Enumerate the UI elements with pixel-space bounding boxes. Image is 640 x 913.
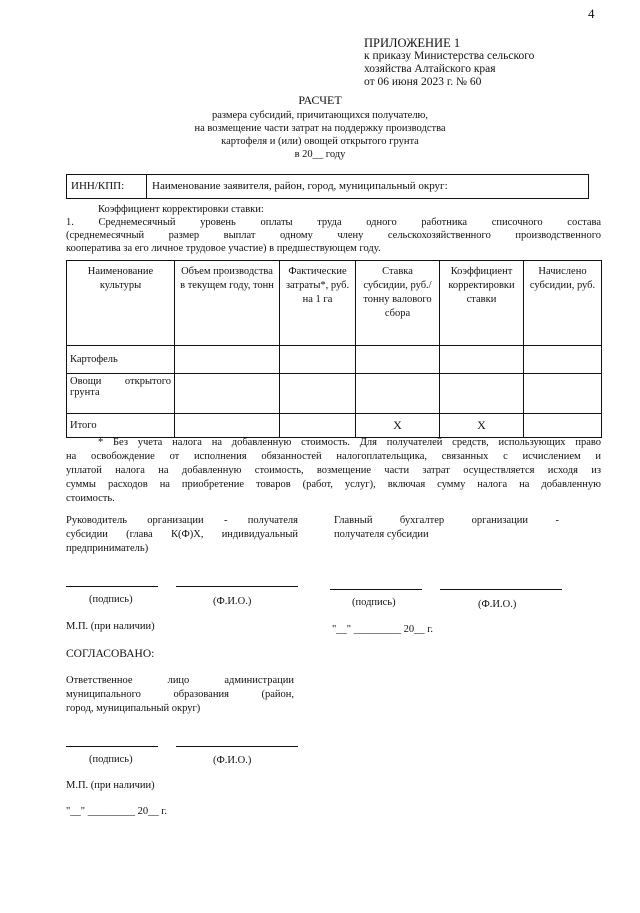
- table-cell: [280, 374, 356, 414]
- appendix-line: к приказу Министерства сельского: [364, 50, 535, 62]
- table-cell: [356, 346, 440, 374]
- table-cell: [175, 346, 280, 374]
- coefficient-item1-line: кооператива за его личное трудовое участие) в предшествующем году.: [66, 243, 381, 254]
- signature-line: [330, 589, 422, 590]
- document-subtitle: [0, 109, 640, 161]
- caption-line: муниципального образования (район,: [66, 689, 294, 700]
- inn-label: ИНН/КПП:: [67, 175, 147, 198]
- appendix-line: от 06 июня 2023 г. № 60: [364, 76, 482, 88]
- table-cell: Овощи открытого грунта: [67, 374, 175, 414]
- table-header: Наименование культуры: [67, 261, 175, 346]
- table-cell: [524, 374, 602, 414]
- subtitle-line: на возмещение части затрат на поддержку производства: [194, 123, 446, 134]
- footnote-line: стоимость.: [66, 493, 115, 504]
- table-header: Фактические затраты*, руб. на 1 га: [280, 261, 356, 346]
- document-title: РАСЧЕТ: [298, 93, 342, 107]
- appendix-title: ПРИЛОЖЕНИЕ 1: [364, 36, 461, 50]
- footnote-line: на освобождение от исполнения обязанностей налогоплательщика, связанных с исчислением и: [66, 451, 601, 462]
- fio-caption: (Ф.И.О.): [213, 596, 252, 607]
- table-cell: [175, 374, 280, 414]
- caption-line: предприниматель): [66, 543, 149, 554]
- caption-line: город, муниципальный округ): [66, 703, 201, 714]
- appendix-line: хозяйства Алтайского края: [364, 63, 496, 75]
- table-header: Ставка субсидии, руб./тонну валового сбора: [356, 261, 440, 346]
- stamp-label: М.П. (при наличии): [66, 621, 155, 632]
- table-cell: [524, 414, 602, 438]
- footnote-line: уплатой налога на добавленную стоимость, возмещение части затрат осуществляется исходя из: [66, 465, 601, 476]
- accountant-signature-caption: [334, 514, 559, 542]
- table-header: Коэффициент корректировки ставки: [440, 261, 524, 346]
- caption-line: Главный бухгалтер организации -: [334, 515, 559, 526]
- caption-line: субсидии (глава К(Ф)Х, индивидуальный: [66, 529, 298, 540]
- fio-caption: (Ф.И.О.): [478, 599, 517, 610]
- agreed-heading: СОГЛАСОВАНО:: [66, 648, 155, 660]
- coefficient-item1-line: 1. Среднемесячный уровень оплаты труда одного работника списочного состава: [66, 217, 601, 228]
- table-cell: [356, 374, 440, 414]
- table-cell: [280, 346, 356, 374]
- table-cell: Итого: [67, 414, 175, 438]
- signature-caption: (подпись): [352, 597, 396, 608]
- signature-line: [66, 746, 158, 747]
- subtitle-line: размера субсидий, причитающихся получателю,: [211, 110, 429, 121]
- date-field: "__" _________ 20__ г.: [332, 624, 433, 635]
- fio-line: [176, 746, 298, 747]
- applicant-name-field: Наименование заявителя, район, город, муниципальный округ:: [152, 180, 448, 192]
- subtitle-line: картофеля и (или) овощей открытого грунта: [221, 136, 419, 147]
- table-cell: [280, 414, 356, 438]
- inn-box: [66, 174, 589, 199]
- table-cell: [440, 346, 524, 374]
- subtitle-line: в 20__ году: [294, 149, 346, 160]
- table-cell: X: [356, 414, 440, 438]
- footnote-line: * Без учета налога на добавленную стоимость. Для получателей средств, использующих право: [98, 437, 601, 448]
- caption-line: Руководитель организации - получателя: [66, 515, 298, 526]
- footnote-line: суммы расходов на приобретение товаров (работ, услуг), включая сумму налога на добавленную: [66, 479, 601, 490]
- official-signature-caption: [66, 674, 294, 716]
- appendix-header: [364, 37, 604, 89]
- table-header: Объем производства в текущем году, тонн: [175, 261, 280, 346]
- signature-caption: (подпись): [89, 754, 133, 765]
- signature-caption: (подпись): [89, 594, 133, 605]
- table-cell: X: [440, 414, 524, 438]
- fio-caption: (Ф.И.О.): [213, 755, 252, 766]
- table-row: [67, 346, 602, 374]
- table-cell: [175, 414, 280, 438]
- table-header: Начислено субсидии, руб.: [524, 261, 602, 346]
- caption-line: Ответственное лицо администрации: [66, 675, 294, 686]
- table-row: [67, 374, 602, 414]
- fio-line: [440, 589, 562, 590]
- caption-line: получателя субсидии: [334, 529, 429, 540]
- date-field: "__" _________ 20__ г.: [66, 806, 167, 817]
- page-number: 4: [588, 6, 595, 21]
- coefficient-item1-line: (среднемесячный размер выплат одному члену сельскохозяйственного производственного: [66, 230, 601, 241]
- table-row: [67, 414, 602, 438]
- head-signature-caption: [66, 514, 298, 556]
- table-cell: [440, 374, 524, 414]
- table-cell: [524, 346, 602, 374]
- coefficient-heading: Коэффициент корректировки ставки:: [98, 204, 264, 215]
- stamp-label: М.П. (при наличии): [66, 780, 155, 791]
- fio-line: [176, 586, 298, 587]
- subsidy-table: [66, 260, 602, 438]
- table-cell: Картофель: [67, 346, 175, 374]
- table-header-row: [67, 261, 602, 346]
- signature-line: [66, 586, 158, 587]
